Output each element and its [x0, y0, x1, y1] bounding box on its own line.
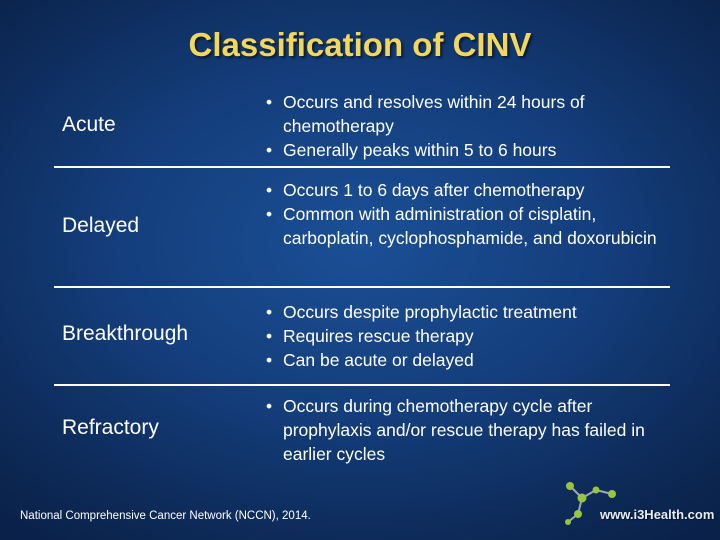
breakthrough-bullet: • Requires rescue therapy: [266, 324, 666, 348]
slide-title: Classification of CINV: [188, 26, 532, 63]
breakthrough-bullet: • Occurs despite prophylactic treatment: [266, 300, 666, 324]
breakthrough-bullet: • Can be acute or delayed: [266, 348, 666, 372]
logo-text: www.i3Health.com: [600, 507, 715, 522]
row-divider: [54, 286, 670, 288]
acute-bullet: • Occurs and resolves within 24 hours of chemotherapy: [266, 90, 666, 138]
breakthrough-bullet-list: [266, 300, 666, 372]
category-refractory: Refractory: [62, 416, 159, 439]
delayed-bullet-list: [266, 178, 666, 250]
acute-bullet-list: [266, 90, 666, 162]
citation: National Comprehensive Cancer Network (NCCN), 2014.: [20, 510, 311, 522]
category-delayed: Delayed: [62, 214, 140, 237]
refractory-bullet: • Occurs during chemotherapy cycle after prophylaxis and/or rescue therapy has failed in earlier cycles: [266, 394, 666, 466]
row-divider: [54, 166, 670, 168]
delayed-bullet: • Occurs 1 to 6 days after chemotherapy: [266, 178, 666, 202]
category-acute: Acute: [62, 113, 116, 136]
acute-bullet: • Generally peaks within 5 to 6 hours: [266, 138, 666, 162]
refractory-bullet-list: [266, 394, 666, 466]
row-divider: [54, 384, 670, 386]
delayed-bullet: • Common with administration of cisplatin, carboplatin, cyclophosphamide, and doxorubicin: [266, 202, 666, 250]
category-breakthrough: Breakthrough: [62, 322, 189, 345]
